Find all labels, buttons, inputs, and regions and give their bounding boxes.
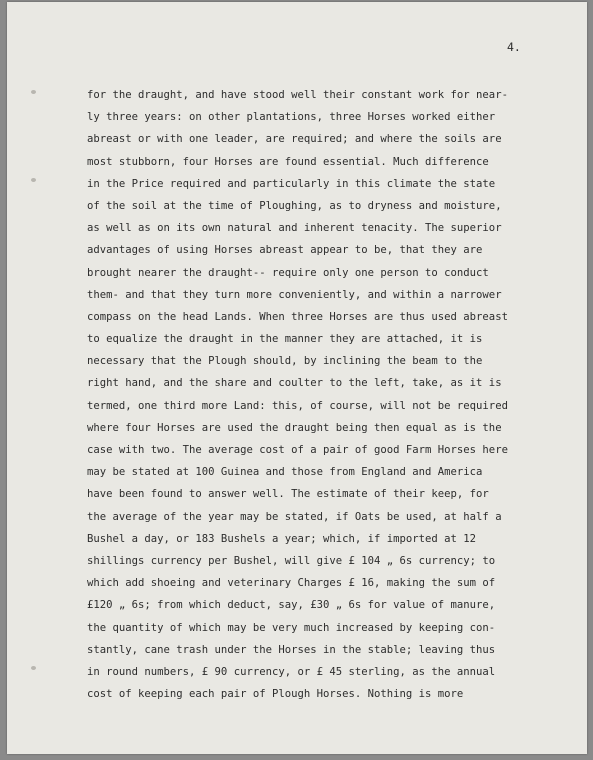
text-line: the average of the year may be stated, if Oats be used, at half a — [87, 510, 502, 523]
page-number: 4. — [507, 40, 521, 54]
text-line: have been found to answer well. The estimate of their keep, for — [87, 488, 489, 501]
text-line: advantages of using Horses abreast appear to be, that they are — [87, 244, 483, 257]
text-line: shillings currency per Bushel, will give £ 104 „ 6s currency; to — [87, 554, 496, 567]
text-line: cost of keeping each pair of Plough Horses. Nothing is more — [87, 688, 464, 701]
text-line: brought nearer the draught-- require only one person to conduct — [87, 266, 489, 279]
text-line: termed, one third more Land: this, of course, will not be required — [87, 399, 508, 412]
text-line: case with two. The average cost of a pair of good Farm Horses here — [87, 444, 508, 456]
text-line: most stubborn, four Horses are found essential. Much difference — [87, 155, 489, 168]
document-page — [7, 2, 587, 754]
text-line: may be stated at 100 Guinea and those from England and America — [87, 466, 483, 479]
text-line: right hand, and the share and coulter to the left, take, as it is — [87, 377, 502, 390]
text-line: the quantity of which may be very much increased by keeping con- — [87, 621, 496, 634]
text-line: stantly, cane trash under the Horses in the stable; leaving thus — [87, 643, 496, 656]
text-line: to equalize the draught in the manner they are attached, it is — [87, 333, 483, 346]
text-line: where four Horses are used the draught being then equal as is the — [87, 421, 502, 434]
text-line: in round numbers, £ 90 currency, or £ 45 sterling, as the annual — [87, 665, 496, 678]
text-line: them- and that they turn more conveniently, and within a narrower — [87, 288, 502, 301]
text-line: which add shoeing and veterinary Charges £ 16, making the sum of — [87, 577, 496, 590]
text-line: ly three years: on other plantations, three Horses worked either — [87, 111, 496, 124]
text-line: of the soil at the time of Ploughing, as to dryness and moisture, — [87, 199, 502, 212]
binding-hole-mark — [31, 666, 36, 670]
text-line: necessary that the Plough should, by inclining the beam to the — [87, 355, 483, 368]
binding-hole-mark — [31, 178, 36, 182]
text-line: abreast or with one leader, are required; and where the soils are — [87, 133, 502, 146]
text-line: compass on the head Lands. When three Horses are thus used abreast — [87, 310, 508, 323]
binding-hole-mark — [31, 90, 36, 94]
text-line: in the Price required and particularly in this climate the state — [87, 177, 496, 190]
text-line: for the draught, and have stood well their constant work for near- — [87, 89, 508, 101]
body-text — [87, 84, 547, 705]
text-line: Bushel a day, or 183 Bushels a year; which, if imported at 12 — [87, 532, 477, 545]
text-line: £120 „ 6s; from which deduct, say, £30 „ 6s for value of manure, — [87, 599, 496, 612]
text-line: as well as on its own natural and inherent tenacity. The superior — [87, 222, 502, 235]
